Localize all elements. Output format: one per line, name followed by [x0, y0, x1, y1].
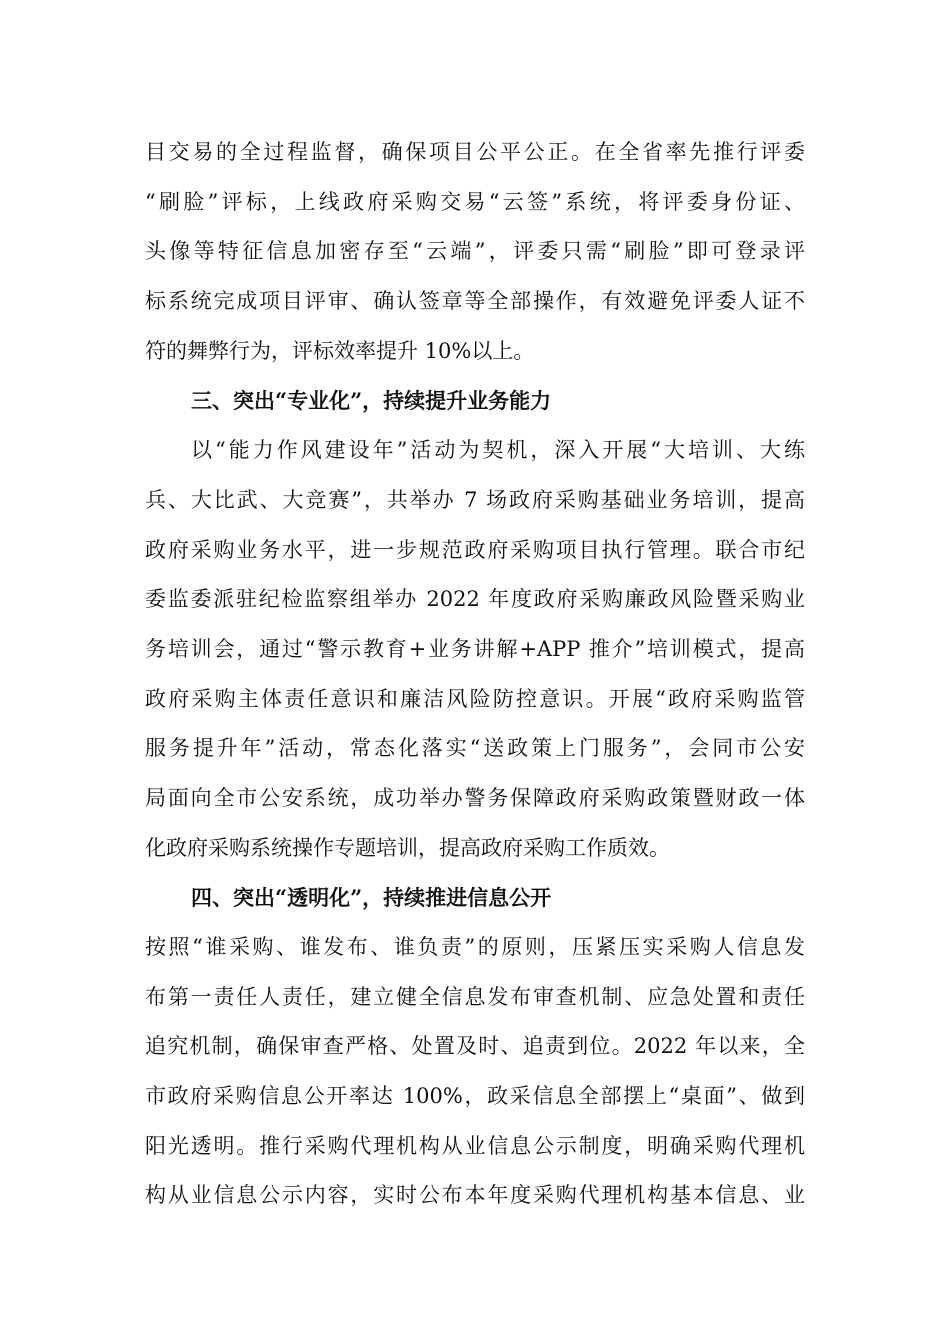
- body-text-line: 头像等特征信息加密存至“云端”，评委只需“刷脸”即可登录评: [145, 239, 805, 264]
- document-page: [145, 128, 805, 1221]
- body-text-line: 服务提升年”活动，常态化落实“送政策上门服务”，会同市公安: [145, 736, 805, 761]
- body-text-line: 局面向全市公安系统，成功举办警务保障政府采购政策暨财政一体: [145, 785, 805, 810]
- body-text-line: 以“能力作风建设年”活动为契机，深入开展“大培训、大练: [191, 438, 805, 463]
- body-text-line: 按照“谁采购、谁发布、谁负责”的原则，压紧压实采购人信息发: [145, 935, 805, 959]
- body-text-line: 追究机制，确保审查严格、处置及时、追责到位。2022 年以来，全: [145, 1034, 805, 1059]
- body-text-line: 委监委派驻纪检监察组举办 2022 年度政府采购廉政风险暨采购业: [145, 587, 805, 612]
- body-text-line: 布第一责任人责任，建立健全信息发布审查机制、应急处置和责任: [145, 984, 805, 1009]
- body-text-line: 政府采购业务水平，进一步规范政府采购项目执行管理。联合市纪: [145, 537, 805, 562]
- body-text-line: 构从业信息公示内容，实时公布本年度采购代理机构基本信息、业: [145, 1183, 805, 1208]
- body-text-line: 目交易的全过程监督，确保项目公平公正。在全省率先推行评委: [145, 140, 805, 164]
- body-text-line: 化政府采购系统操作专题培训，提高政府采购工作质效。: [145, 835, 670, 860]
- body-text-line: 阳光透明。推行采购代理机构从业信息公示制度，明确采购代理机: [145, 1133, 805, 1158]
- body-text-line: 标系统完成项目评审、确认签章等全部操作，有效避免评委人证不: [145, 289, 805, 314]
- body-text-line: 政府采购主体责任意识和廉洁风险防控意识。开展“政府采购监管: [145, 686, 805, 711]
- body-text-line: “刷脸”评标，上线政府采购交易“云签”系统，将评委身份证、: [145, 189, 805, 214]
- body-text-line: 兵、大比武、大竞赛”，共举办 7 场政府采购基础业务培训，提高: [145, 487, 805, 512]
- section-heading-3: 三、突出“专业化”，持续提升业务能力: [191, 388, 552, 414]
- body-text-line: 务培训会，通过“警示教育+业务讲解+APP 推介”培训模式，提高: [145, 636, 805, 661]
- body-text-line: 市政府采购信息公开率达 100%，政采信息全部摆上“桌面”、做到: [145, 1084, 805, 1109]
- section-heading-4: 四、突出“透明化”，持续推进信息公开: [191, 885, 552, 911]
- body-text-line: 符的舞弊行为，评标效率提升 10%以上。: [145, 338, 535, 363]
